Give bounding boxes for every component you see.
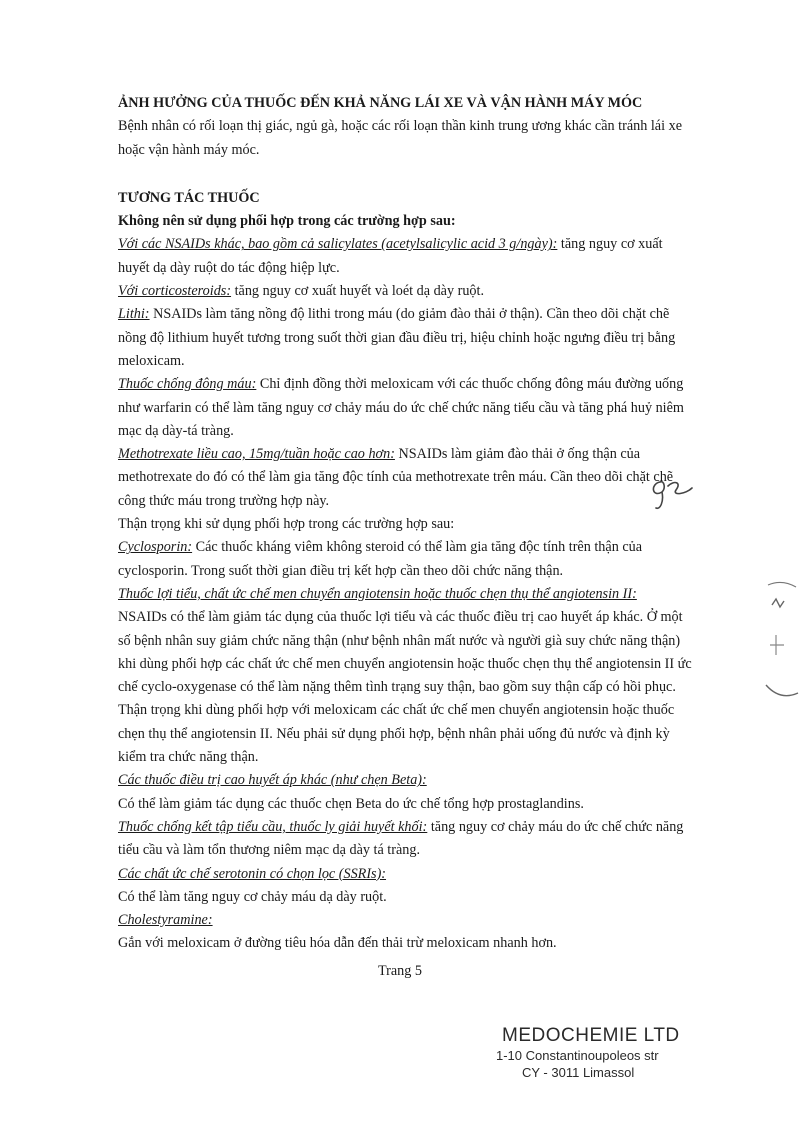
methotrexate-text: NSAIDs làm giảm đào thải ở ống thận của methotrexate do đó có thể làm gia tăng độc tính của methotrexate trên máu. Cần theo dõi chặt chẽ công thức máu trong trường hợp này. <box>118 446 674 509</box>
antihypertensive-label: Các thuốc điều trị cao huyết áp khác (như chẹn Beta): <box>118 772 427 789</box>
caution-heading: Thận trọng khi sử dụng phối hợp trong các trường hợp sau: <box>118 516 455 533</box>
corticosteroids-label: Với corticosteroids: <box>118 283 232 300</box>
nsaids-label: Với các NSAIDs khác, bao gồm cả salicylates (acetylsalicylic acid 3 g/ngày): <box>118 236 558 253</box>
ssri-label: Các chất ức chế serotonin có chọn lọc (SSRIs): <box>118 865 387 882</box>
edge-stamp-fragment <box>762 575 800 715</box>
page-number: Trang 5 <box>377 963 423 979</box>
cholestyramine-text: Gắn với meloxicam ở đường tiêu hóa dẫn đến thải trừ meloxicam nhanh hơn. <box>118 935 557 952</box>
methotrexate-paragraph <box>118 443 696 513</box>
cholestyramine-label: Cholestyramine: <box>118 912 213 929</box>
nsaids-paragraph <box>118 233 696 280</box>
driving-heading: ẢNH HƯỞNG CỦA THUỐC ĐẾN KHẢ NĂNG LÁI XE VÀ VẬN HÀNH MÁY MÓC <box>118 95 643 111</box>
document-body <box>118 92 696 956</box>
company-address-line1: 1-10 Constantinoupoleos str <box>496 1048 659 1063</box>
driving-paragraph: Bệnh nhân có rối loạn thị giác, ngủ gà, hoặc các rối loạn thần kinh trung ương khác cần tránh lái xe hoặc vận hành máy móc. <box>118 118 682 158</box>
anticoagulant-paragraph <box>118 373 696 443</box>
ssri-text: Có thể làm tăng nguy cơ chảy máu dạ dày ruột. <box>118 888 387 905</box>
nsaids-text: tăng nguy cơ xuất huyết dạ dày ruột do tác động hiệp lực. <box>118 236 663 276</box>
cyclosporin-paragraph <box>118 536 696 583</box>
cyclosporin-text: Các thuốc kháng viêm không steroid có thể làm gia tăng độc tính trên thận của cyclosporin. Trong suốt thời gian điều trị kết hợp cần theo dõi chức năng thận. <box>118 539 643 579</box>
company-stamp <box>484 1025 684 1081</box>
company-address-line2: CY - 3011 Limassol <box>522 1065 635 1080</box>
corticosteroids-paragraph <box>118 280 696 303</box>
lithi-text: NSAIDs làm tăng nồng độ lithi trong máu (do giảm đào thải ở thận). Cần theo dõi chặt chẽ nồng độ lithium huyết tương trong suốt thời gian đầu điều trị, hiệu chỉnh hoặc ngưng điều trị bằng meloxicam. <box>118 306 676 369</box>
diuretics-text: NSAIDs có thể làm giảm tác dụng của thuốc lợi tiểu và các thuốc điều trị cao huyết áp khác. Ở một số bệnh nhân suy giảm chức năng thận (như bệnh nhân mất nước và người già suy chức năng thận) khi dùng phối hợp các chất ức chế men chuyển angiotensin hoặc thuốc chẹn thụ thể angiotensin II ức chế cyclo-oxygenase có thể làm nặng thêm tình trạng suy thận, bao gồm suy thận cấp có hồi phục. Thận trọng khi dùng phối hợp với meloxicam các chất ức chế men chuyển angiotensin hoặc thuốc chẹn thụ thể angiotensin II. Nếu phải sử dụng phối hợp, bệnh nhân phải uống đủ nước và định kỳ kiểm tra chức năng thận. <box>118 609 692 766</box>
corticosteroids-text: tăng nguy cơ xuất huyết và loét dạ dày ruột. <box>231 283 485 300</box>
antiplatelet-paragraph <box>118 816 696 863</box>
company-name: MEDOCHEMIE LTD <box>502 1025 680 1046</box>
methotrexate-label: Methotrexate liều cao, 15mg/tuần hoặc cao hơn: <box>118 446 395 463</box>
interactions-heading: TƯƠNG TÁC THUỐC <box>118 189 260 206</box>
antiplatelet-text: tăng nguy cơ chảy máu do ức chế chức năng tiểu cầu và làm tổn thương niêm mạc dạ dày tá tràng. <box>118 818 684 859</box>
anticoagulant-text: Chỉ định đồng thời meloxicam với các thuốc chống đông máu đường uống như warfarin có thể làm tăng nguy cơ chảy máu do ức chế chức năng tiểu cầu và tăng phá huỷ niêm mạc dạ dày-tá tràng. <box>118 376 684 439</box>
lithi-paragraph <box>118 303 696 373</box>
cyclosporin-label: Cyclosporin: <box>118 539 193 556</box>
antiplatelet-label: Thuốc chống kết tập tiểu cầu, thuốc ly giải huyết khối: <box>118 818 428 835</box>
anticoagulant-label: Thuốc chống đông máu: <box>118 376 257 393</box>
diuretics-label: Thuốc lợi tiểu, chất ức chế men chuyển angiotensin hoặc thuốc chẹn thụ thể angiotensin II: <box>118 585 637 602</box>
antihypertensive-text: Có thể làm giảm tác dụng các thuốc chẹn Beta do ức chế tổng hợp prostaglandins. <box>118 795 584 812</box>
lithi-label: Lithi: <box>118 306 150 323</box>
not-recommended-heading: Không nên sử dụng phối hợp trong các trường hợp sau: <box>118 213 456 230</box>
signature-mark <box>648 472 698 512</box>
